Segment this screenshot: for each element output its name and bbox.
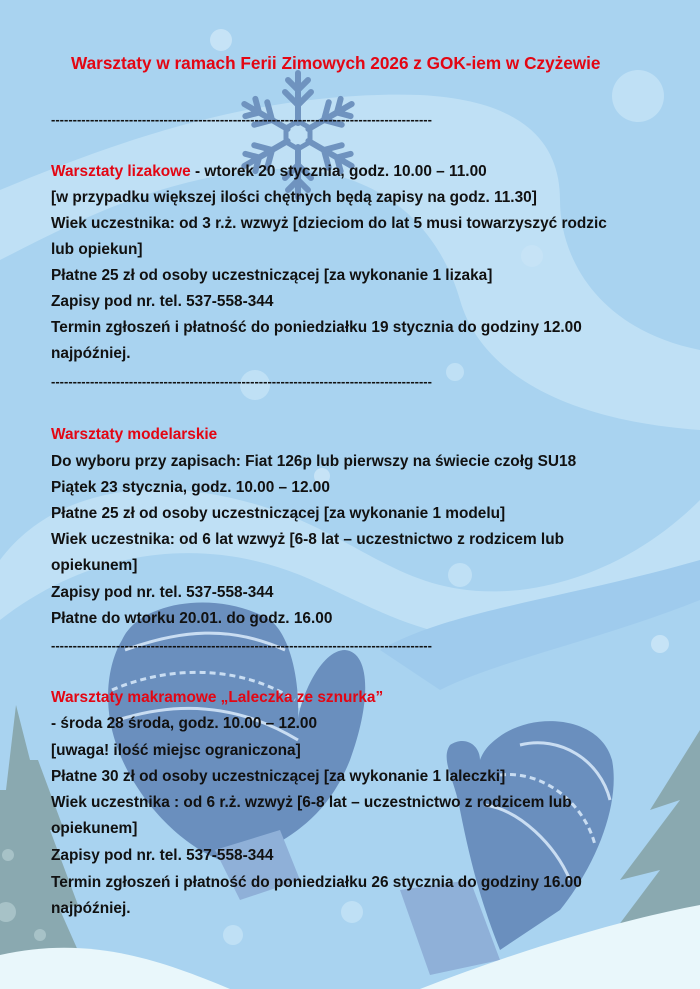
phone-line: Zapisy pod nr. tel. 537-558-344 [51, 847, 274, 864]
info-line: Wiek uczestnika: od 3 r.ż. wzwyż [dzieciom do lat 5 musi towarzyszyć rodzic [51, 215, 607, 232]
bokeh-circle [223, 925, 243, 945]
info-line: Wiek uczestnika: od 6 lat wzwyż [6-8 lat – uczestnictwo z rodzicem lub [51, 531, 565, 548]
section-title: Warsztaty lizakowe [51, 163, 191, 180]
bokeh-circle [341, 901, 363, 923]
section-date: - wtorek 20 stycznia, godz. 10.00 – 11.00 [190, 163, 487, 180]
info-line: Do wyboru przy zapisach: Fiat 126p lub pierwszy na świecie czołg SU18 [51, 453, 577, 470]
bokeh-circle [612, 70, 664, 122]
info-line: [w przypadku większej ilości chętnych będą zapisy na godz. 11.30] [51, 189, 537, 206]
separator: ---------------------------------------------------------------------------------------- [51, 638, 432, 653]
info-line: Termin zgłoszeń i płatność do poniedziałku 26 stycznia do godziny 16.00 [51, 874, 582, 891]
section-modelarskie-heading: Warsztaty modelarskie [51, 426, 218, 443]
phone-line: Zapisy pod nr. tel. 537-558-344 [51, 584, 274, 601]
section-makramowe-heading: Warsztaty makramowe „Laleczka ze sznurka” [51, 689, 384, 706]
info-line: [uwaga! ilość miejsc ograniczona] [51, 742, 301, 759]
info-line: - środa 28 środa, godz. 10.00 – 12.00 [51, 715, 318, 732]
info-line: Płatne 25 zł od osoby uczestniczącej [za wykonanie 1 lizaka] [51, 267, 493, 284]
info-line: Wiek uczestnika : od 6 r.ż. wzwyż [6-8 lat – uczestnictwo z rodzicem lub [51, 794, 572, 811]
bokeh-circle [210, 29, 232, 51]
info-line: Piątek 23 stycznia, godz. 10.00 – 12.00 [51, 479, 330, 496]
section-lizakowe-heading [51, 159, 487, 185]
info-line: najpóźniej. [51, 345, 131, 362]
info-line: opiekunem] [51, 557, 138, 574]
info-line: najpóźniej. [51, 900, 131, 917]
bokeh-circle [448, 563, 472, 587]
bokeh-circle [651, 635, 669, 653]
bokeh-circle [521, 245, 543, 267]
separator: ---------------------------------------------------------------------------------------- [51, 112, 432, 127]
separator: ---------------------------------------------------------------------------------------- [51, 374, 432, 389]
info-line: opiekunem] [51, 820, 138, 837]
info-line: Płatne 30 zł od osoby uczestniczącej [za wykonanie 1 laleczki] [51, 768, 506, 785]
info-line: Płatne do wtorku 20.01. do godz. 16.00 [51, 610, 333, 627]
info-line: Termin zgłoszeń i płatność do poniedziałku 19 stycznia do godziny 12.00 [51, 319, 582, 336]
page-title: Warsztaty w ramach Ferii Zimowych 2026 z GOK-iem w Czyżewie [71, 53, 601, 73]
info-line: lub opiekun] [51, 241, 143, 258]
info-line: Płatne 25 zł od osoby uczestniczącej [za wykonanie 1 modelu] [51, 505, 506, 522]
phone-line: Zapisy pod nr. tel. 537-558-344 [51, 293, 274, 310]
